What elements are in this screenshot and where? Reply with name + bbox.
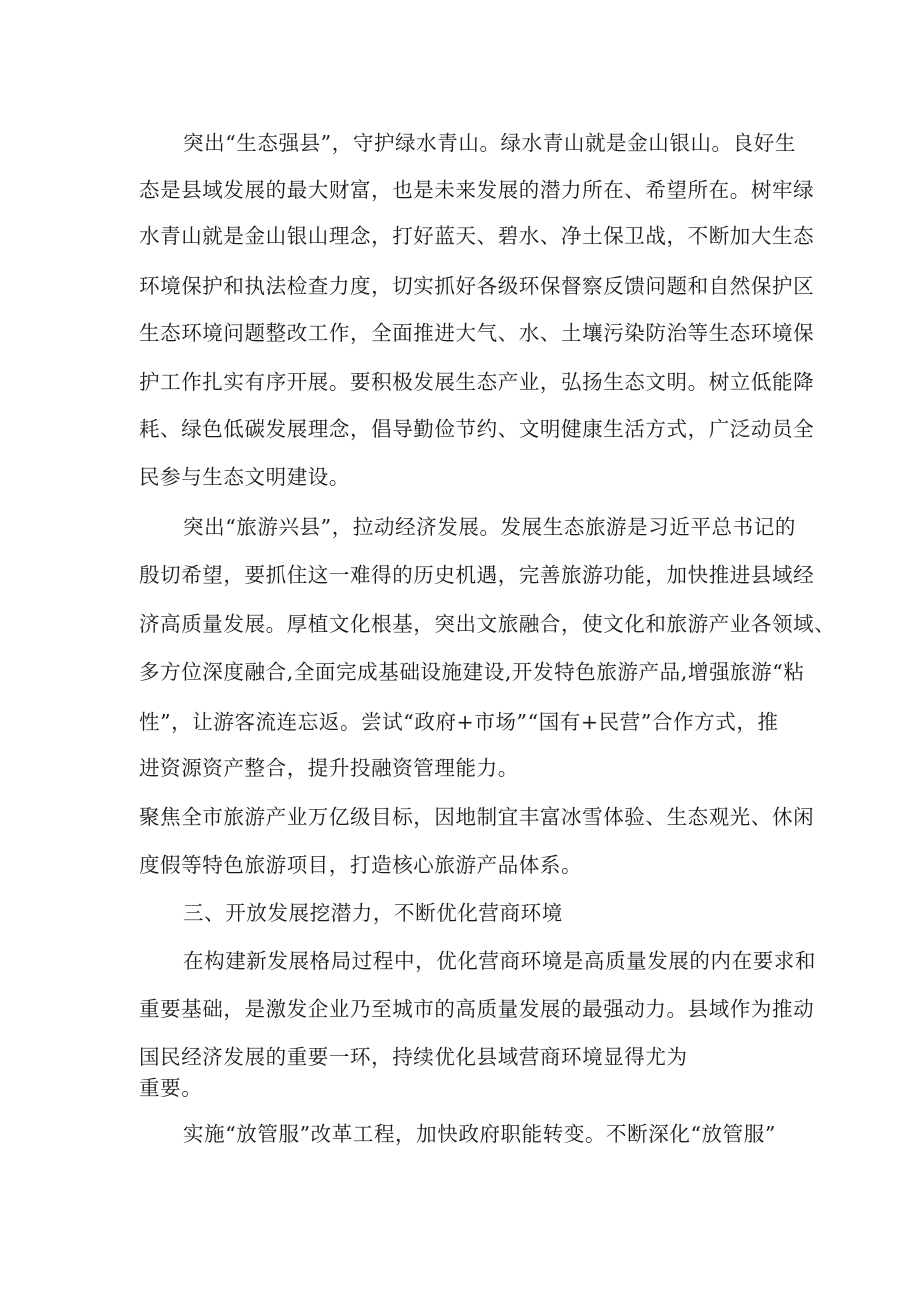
paragraph-2-line-3: 济高质量发展。厚植文化根基，突出文旅融合，使文化和旅游产业各领域、 (139, 612, 836, 636)
paragraph-4-line-2: 重要基础，是激发企业乃至城市的高质量发展的最强动力。县域作为推动 (139, 997, 815, 1021)
paragraph-1-line-2: 态是县域发展的最大财富，也是未来发展的潜力所在、希望所在。树牢绿 (139, 178, 815, 202)
paragraph-2-line-1: 突出“旅游兴县”，拉动经济发展。发展生态旅游是习近平总书记的 (183, 515, 796, 539)
paragraph-1-line-4: 环境保护和执法检查力度，切实抓好各级环保督察反馈问题和自然保护区 (139, 274, 815, 298)
paragraph-4-line-4: 重要。 (139, 1076, 203, 1100)
paragraph-4-line-1: 在构建新发展格局过程中，优化营商环境是高质量发展的内在要求和 (183, 949, 816, 973)
paragraph-5-line-1: 实施“放管服”改革工程，加快政府职能转变。不断深化“放管服” (183, 1122, 776, 1146)
paragraph-1-line-8: 民参与生态文明建设。 (139, 465, 350, 489)
paragraph-2-line-5: 性”，让游客流连忘返。尝试“政府+市场”“国有+民营”合作方式，推 (139, 710, 779, 734)
paragraph-1-line-6: 护工作扎实有序开展。要积极发展生态产业，弘扬生态文明。树立低能降 (139, 370, 815, 394)
paragraph-2-line-4: 多方位深度融合,全面完成基础设施建设,开发特色旅游产品,增强旅游“粘 (139, 660, 805, 684)
paragraph-2-line-6: 进资源资产整合，提升投融资管理能力。 (139, 756, 519, 780)
paragraph-1-line-1: 突出“生态强县”，守护绿水青山。绿水青山就是金山银山。良好生 (183, 131, 796, 155)
paragraph-1-line-5: 生态环境问题整改工作，全面推进大气、水、土壤污染防治等生态环境保 (139, 321, 815, 345)
paragraph-4-line-3: 国民经济发展的重要一环，持续优化县域营商环境显得尤为 (139, 1045, 688, 1069)
paragraph-3-line-1: 聚焦全市旅游产业万亿级目标，因地制宜丰富冰雪体验、生态观光、休闲 (139, 805, 815, 829)
paragraph-1-line-3: 水青山就是金山银山理念，打好蓝天、碧水、净土保卫战，不断加大生态 (139, 224, 815, 248)
paragraph-1-line-7: 耗、绿色低碳发展理念，倡导勤俭节约、文明健康生活方式，广泛动员全 (139, 417, 815, 441)
section-heading: 三、开放发展挖潜力，不断优化营商环境 (183, 901, 563, 925)
paragraph-2-line-2: 殷切希望，要抓住这一难得的历史机遇，完善旅游功能，加快推进县域经 (139, 563, 815, 587)
paragraph-3-line-2: 度假等特色旅游项目，打造核心旅游产品体系。 (139, 853, 583, 877)
